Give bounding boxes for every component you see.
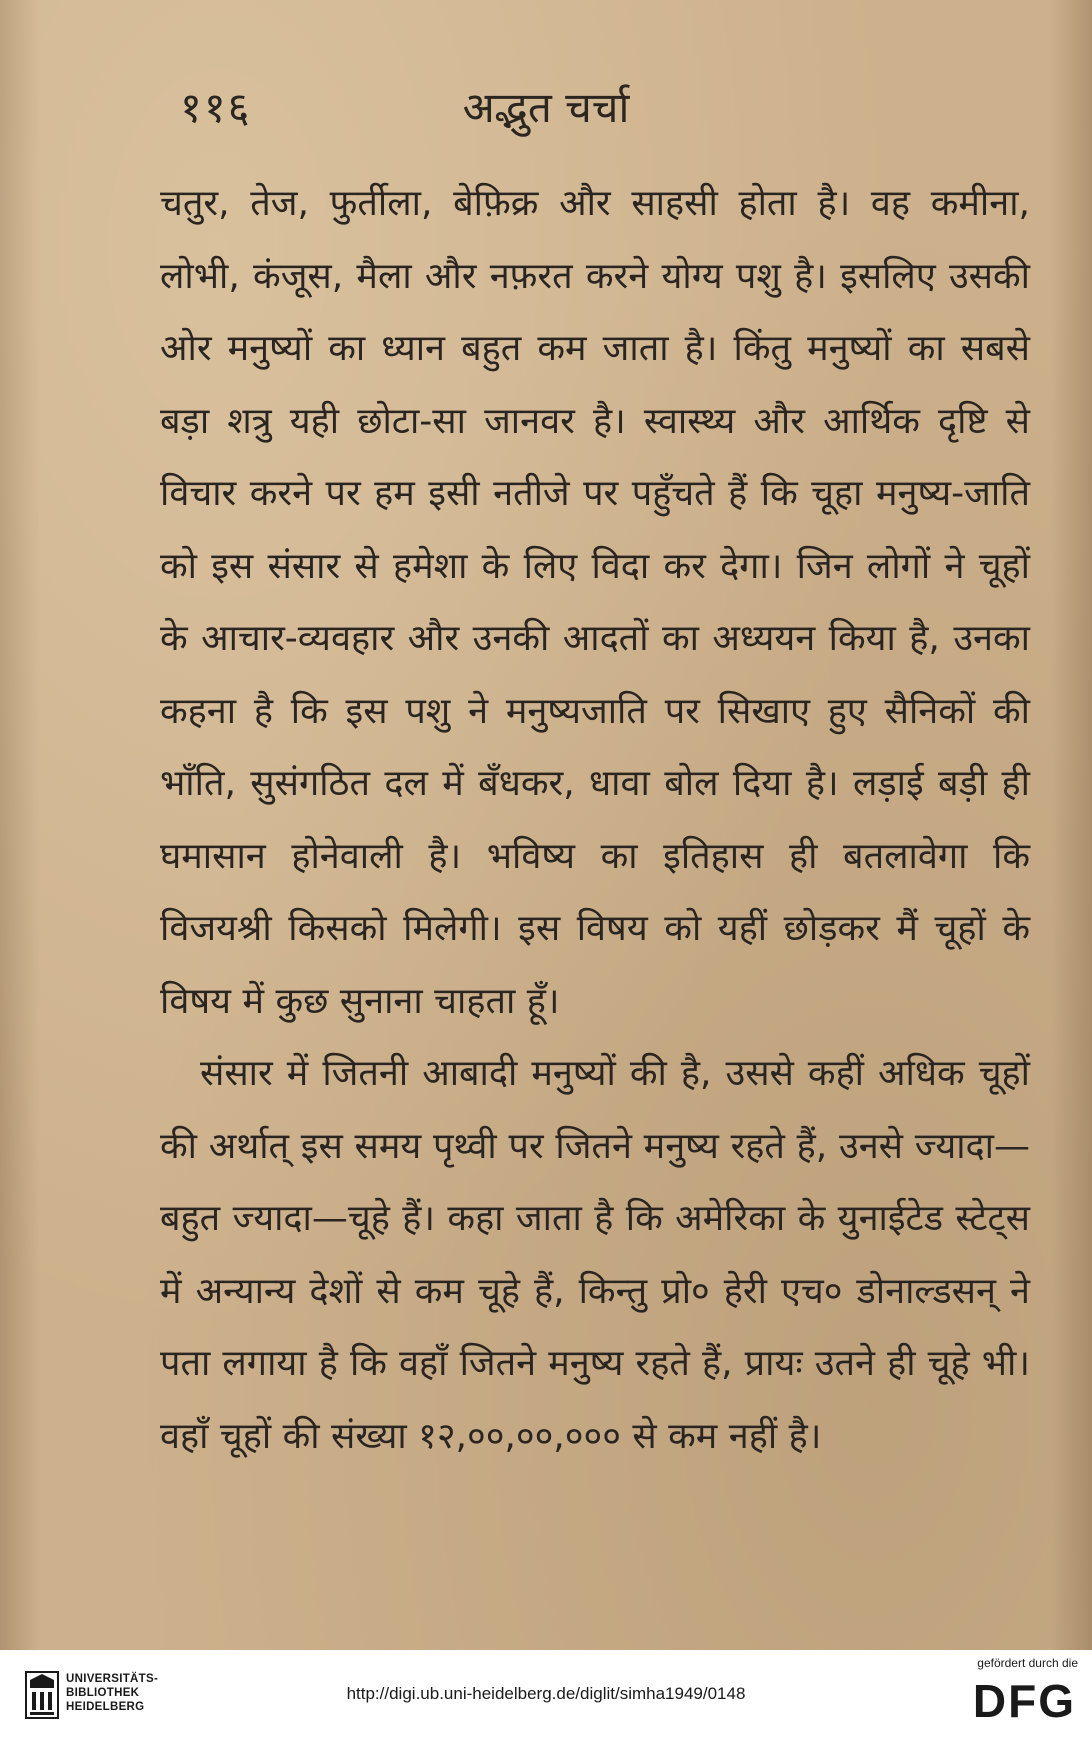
body-text <box>160 168 1030 1473</box>
paragraph-1: चतुर, तेज, फुर्तीला, बेफ़िक्र और साहसी होता है। वह कमीना, लोभी, कंजूस, मैला और नफ़रत करने योग्य पशु है। इसलिए उसकी ओर मनुष्यों का ध्यान बहुत कम जाता है। किंतु मनुष्यों का सबसे बड़ा शत्रु यही छोटा-सा जानवर है। स्वास्थ्य और आर्थिक दृष्टि से विचार करने पर हम इसी नतीजे पर पहुँचते हैं कि चूहा मनुष्य-जाति को इस संसार से हमेशा के लिए विदा कर देगा। जिन लोगों ने चूहों के आचार-व्यवहार और उनकी आदतों का अध्ययन किया है, उनका कहना है कि इस पशु ने मनुष्यजाति पर सिखाए हुए सैनिकों की भाँति, सुसंगठित दल में बँधकर, धावा बोल दिया है। लड़ाई बड़ी ही घमासान होनेवाली है। भविष्य का इतिहास ही बतलावेगा कि विजयश्री किसको मिलेगी। इस विषय को यहीं छोड़कर मैं चूहों के विषय में कुछ सुनाना चाहता हूँ। <box>160 183 1030 1022</box>
paragraph-2: संसार में जितनी आबादी मनुष्यों की है, उससे कहीं अधिक चूहों की अर्थात् इस समय पृथ्वी पर जितने मनुष्य रहते हैं, उनसे ज्यादा—बहुत ज्यादा—चूहे हैं। कहा जाता है कि अमेरिका के युनाईटेड स्टेट्स में अन्यान्य देशों से कम चूहे हैं, किन्तु प्रो० हेरी एच० डोनाल्डसन् ने पता लगाया है कि वहाँ जितने मनुष्य रहते हैं, प्रायः उतने ही चूहे भी। वहाँ चूहों की संख्या १२,००,००,००० से कम नहीं है। <box>160 1053 1030 1457</box>
running-title: अद्भुत चर्चा <box>462 83 630 132</box>
viewer-footer <box>0 1650 1092 1738</box>
library-name: UNIVERSITÄTS- BIBLIOTHEK HEIDELBERG <box>66 1673 159 1713</box>
permalink-url[interactable]: http://digi.ub.uni-heidelberg.de/diglit/simha1949/0148 <box>346 1684 746 1703</box>
dfg-logo: DFG <box>972 1675 1076 1727</box>
funder-caption: gefördert durch die <box>977 1656 1078 1670</box>
page-number: ११६ <box>180 83 252 132</box>
running-head <box>0 78 1092 138</box>
